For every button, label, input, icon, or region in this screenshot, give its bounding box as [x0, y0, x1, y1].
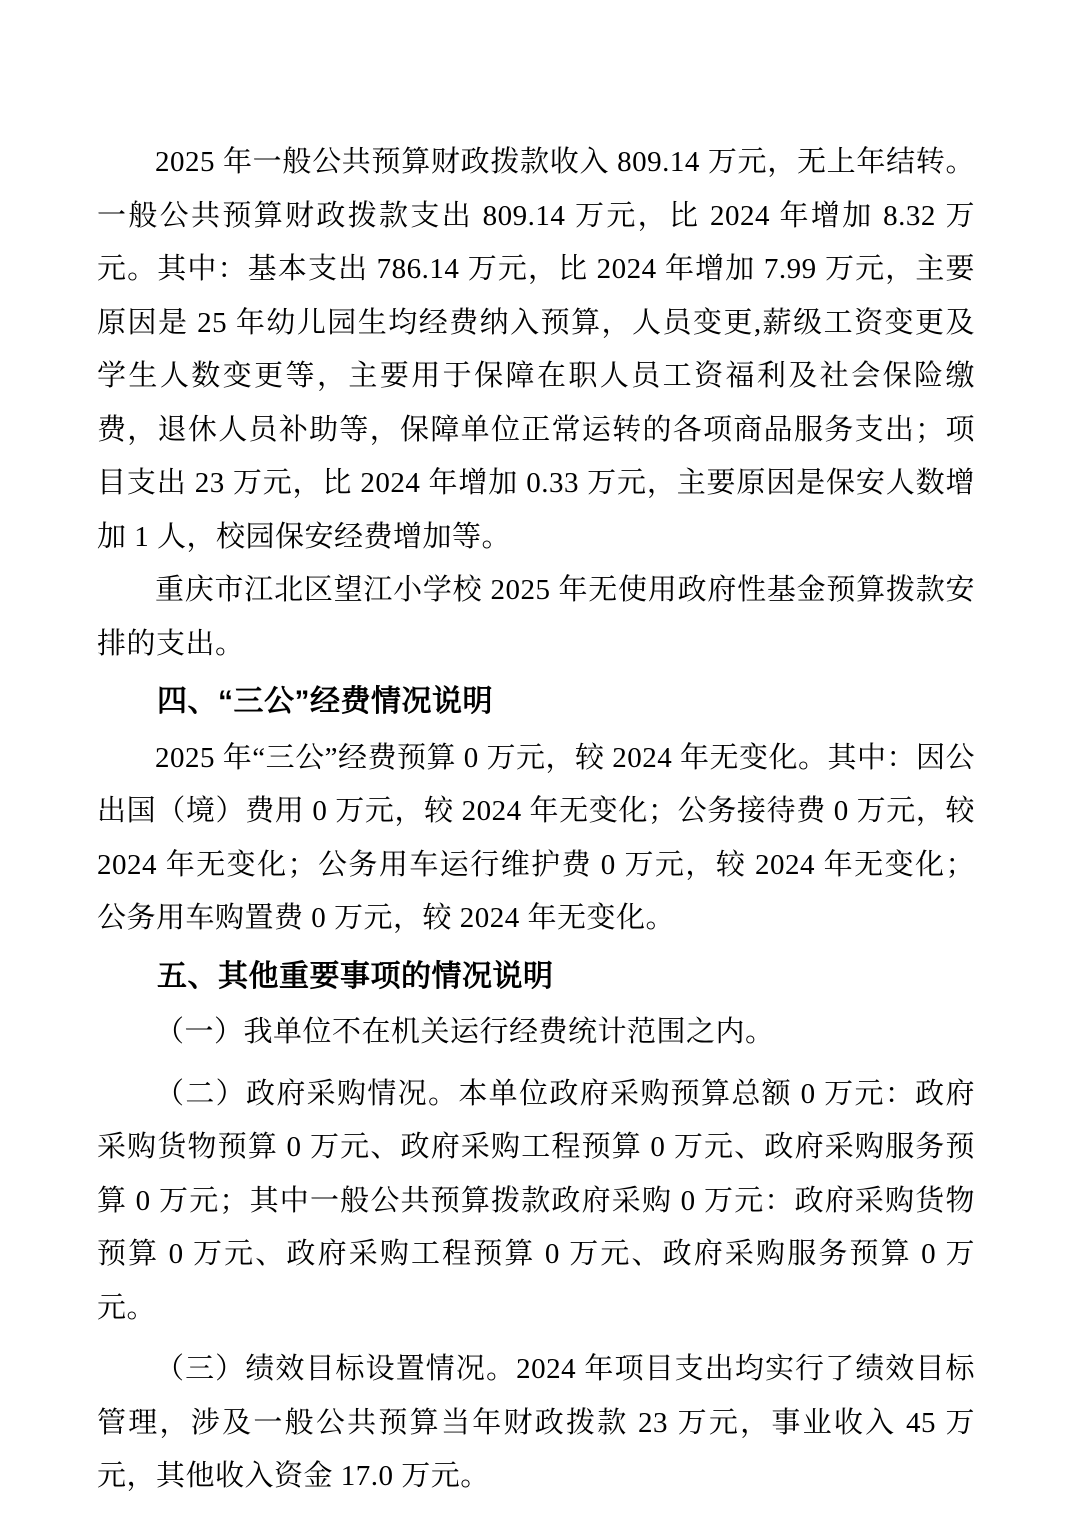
heading-section-5-other-important-items: 五、其他重要事项的情况说明	[157, 959, 554, 993]
heading-section-4-three-public-expenses: 四、“三公”经费情况说明	[157, 685, 493, 718]
paragraph-government-fund-statement: 重庆市江北区望江小学校 2025 年无使用政府性基金预算拨款安排的支出。	[97, 574, 975, 660]
paragraph-general-budget-allocation: 2025 年一般公共预算财政拨款收入 809.14 万元，无上年结转。一般公共预算财政拨款支出 809.14 万元，比 2024 年增加 8.32 万元。其中：基本支出 786.14 万元，比 2024 年增加 7.99 万元，主要原因是 25 年幼儿园生均经费纳入预算，人员变更,薪级工资变更及学生人数变更等，主要用于保障在职人员工资福利及社会保险缴费，退休人员补助等，保障单位正常运转的各项商品服务支出；项目支出 23 万元，比 2024 年增加 0.33 万元，主要原因是保安人数增加 1 人，校园保安经费增加等。	[97, 146, 975, 553]
paragraph-item-2-government-procurement: （二）政府采购情况。本单位政府采购预算总额 0 万元：政府采购货物预算 0 万元、政府采购工程预算 0 万元、政府采购服务预算 0 万元；其中一般公共预算拨款政府采购 0 万元：政府采购货物预算 0 万元、政府采购工程预算 0 万元、政府采购服务预算 0 万元。	[97, 1077, 975, 1324]
paragraph-three-public-expenses-detail: 2025 年“三公”经费预算 0 万元，较 2024 年无变化。其中：因公出国（境）费用 0 万元，较 2024 年无变化；公务接待费 0 万元，较 2024 年无变化；公务用车运行维护费 0 万元，较 2024 年无变化；公务用车购置费 0 万元，较 2024 年无变化。	[97, 741, 975, 934]
paragraph-item-1-agency-operating-funds: （一）我单位不在机关运行经费统计范围之内。	[155, 1016, 775, 1048]
paragraph-item-3-performance-targets: （三）绩效目标设置情况。2024 年项目支出均实行了绩效目标管理，涉及一般公共预算当年财政拨款 23 万元，事业收入 45 万元，其他收入资金 17.0 万元。	[97, 1353, 975, 1492]
